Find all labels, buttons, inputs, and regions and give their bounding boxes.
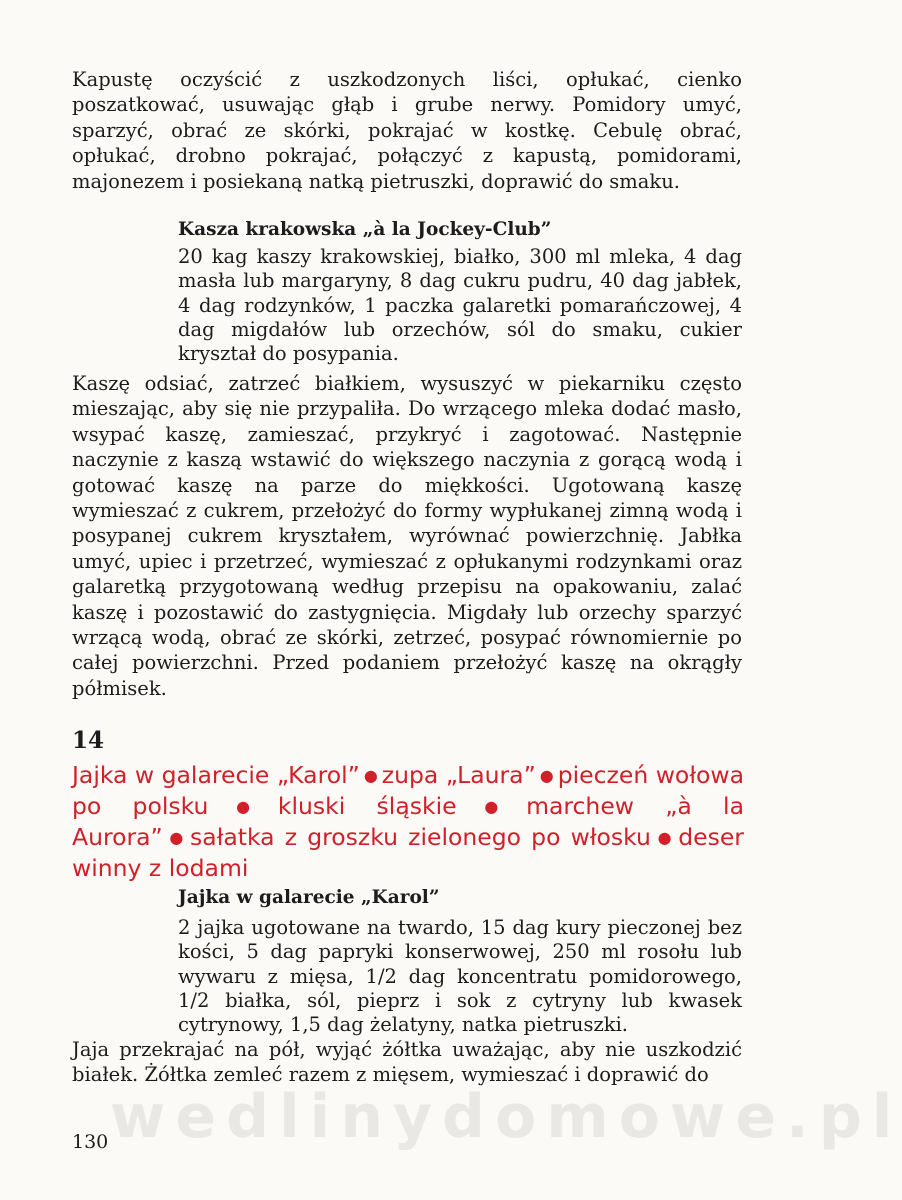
ingredients-jajka-karol: 2 jajka ugotowane na twardo, 15 dag kury pieczonej bez kości, 5 dag papryki konserwowej, 250 ml rosołu lub wywaru z mięsa, 1/2 dag koncentratu pomidorowego, 1/2 białka, sól, pieprz i sok z cytryny lub kwasek cytrynowy, 1,5 dag żelatyny, natka pietruszki. (178, 916, 742, 1037)
bullet-icon: ● (460, 797, 523, 816)
menu-item: deser winny z lodami (72, 823, 744, 882)
menu-item: marchew „à la Aurora” (72, 792, 744, 851)
recipe-title-jajka-karol: Jajka w galarecie „Karol” (178, 887, 440, 908)
bullet-icon: ● (166, 828, 187, 847)
bullet-icon: ● (539, 766, 554, 785)
watermark: wedlinydomowe.pl (110, 1082, 902, 1152)
page-number: 130 (72, 1131, 109, 1153)
recipe-title-kasza-krakowska: Kasza krakowska „à la Jockey-Club” (178, 219, 552, 240)
menu-item: zupa „Laura” (381, 761, 536, 789)
menu-item: pieczeń wołowa po polsku (72, 761, 744, 820)
menu-number: 14 (72, 727, 105, 754)
menu-item: Jajka w galarecie „Karol” (72, 761, 360, 789)
bullet-icon: ● (654, 828, 675, 847)
instructions-kasza-krakowska: Kaszę odsiać, zatrzeć białkiem, wysuszyć w piekarniku często mieszając, aby się nie przypaliła. Do wrzącego mleka dodać masło, wsypać kaszę, zamieszać, przykryć i zagotować. Następnie naczynie z kaszą wstawić do większego naczynia z gorącą wodą i gotować kaszę na parze do miękkości. Ugotowaną kaszę wymieszać z cukrem, przełożyć do formy wypłukanej zimną wodą i posypanej cukrem kryształem, wyrównać powierzchnię. Jabłka umyć, upiec i przetrzeć, wymieszać z opłukanymi rodzynkami oraz galaretką przygotowaną według przepisu na opakowaniu, zalać kaszę i pozostawić do zastygnięcia. Migdały lub orzechy sparzyć wrzącą wodą, obrać ze skórki, zetrzeć, posypać równomiernie po całej powierzchni. Przed podaniem przełożyć kaszę na okrągły półmisek. (72, 372, 742, 700)
salad-instructions-paragraph: Kapustę oczyścić z uszkodzonych liści, opłukać, cienko poszatkować, usuwając głąb i grube nerwy. Pomidory umyć, sparzyć, obrać ze skórki, pokrajać w kostkę. Cebulę obrać, opłukać, drobno pokrajać, połączyć z kapustą, pomidorami, majonezem i posiekaną natką pietruszki, doprawić do smaku. (72, 68, 742, 193)
instructions-jajka-karol: Jaja przekrajać na pół, wyjąć żółtka uważając, aby nie uszkodzić białek. Żółtka zemleć razem z mięsem, wymieszać i doprawić do (72, 1038, 742, 1087)
ingredients-kasza-krakowska: 20 kag kaszy krakowskiej, białko, 300 ml mleka, 4 dag masła lub margaryny, 8 dag cukru pudru, 40 dag jabłek, 4 dag rodzynków, 1 paczka galaretki pomarańczowej, 4 dag migdałów lub orzechów, sól do smaku, cukier kryształ do posypania. (178, 245, 742, 366)
bullet-icon: ● (363, 766, 378, 785)
menu-dishes-list (72, 760, 744, 884)
bullet-icon: ● (212, 797, 274, 816)
menu-item: sałatka z groszku zielonego po włosku (190, 823, 651, 851)
menu-item: kluski śląskie (277, 792, 457, 820)
